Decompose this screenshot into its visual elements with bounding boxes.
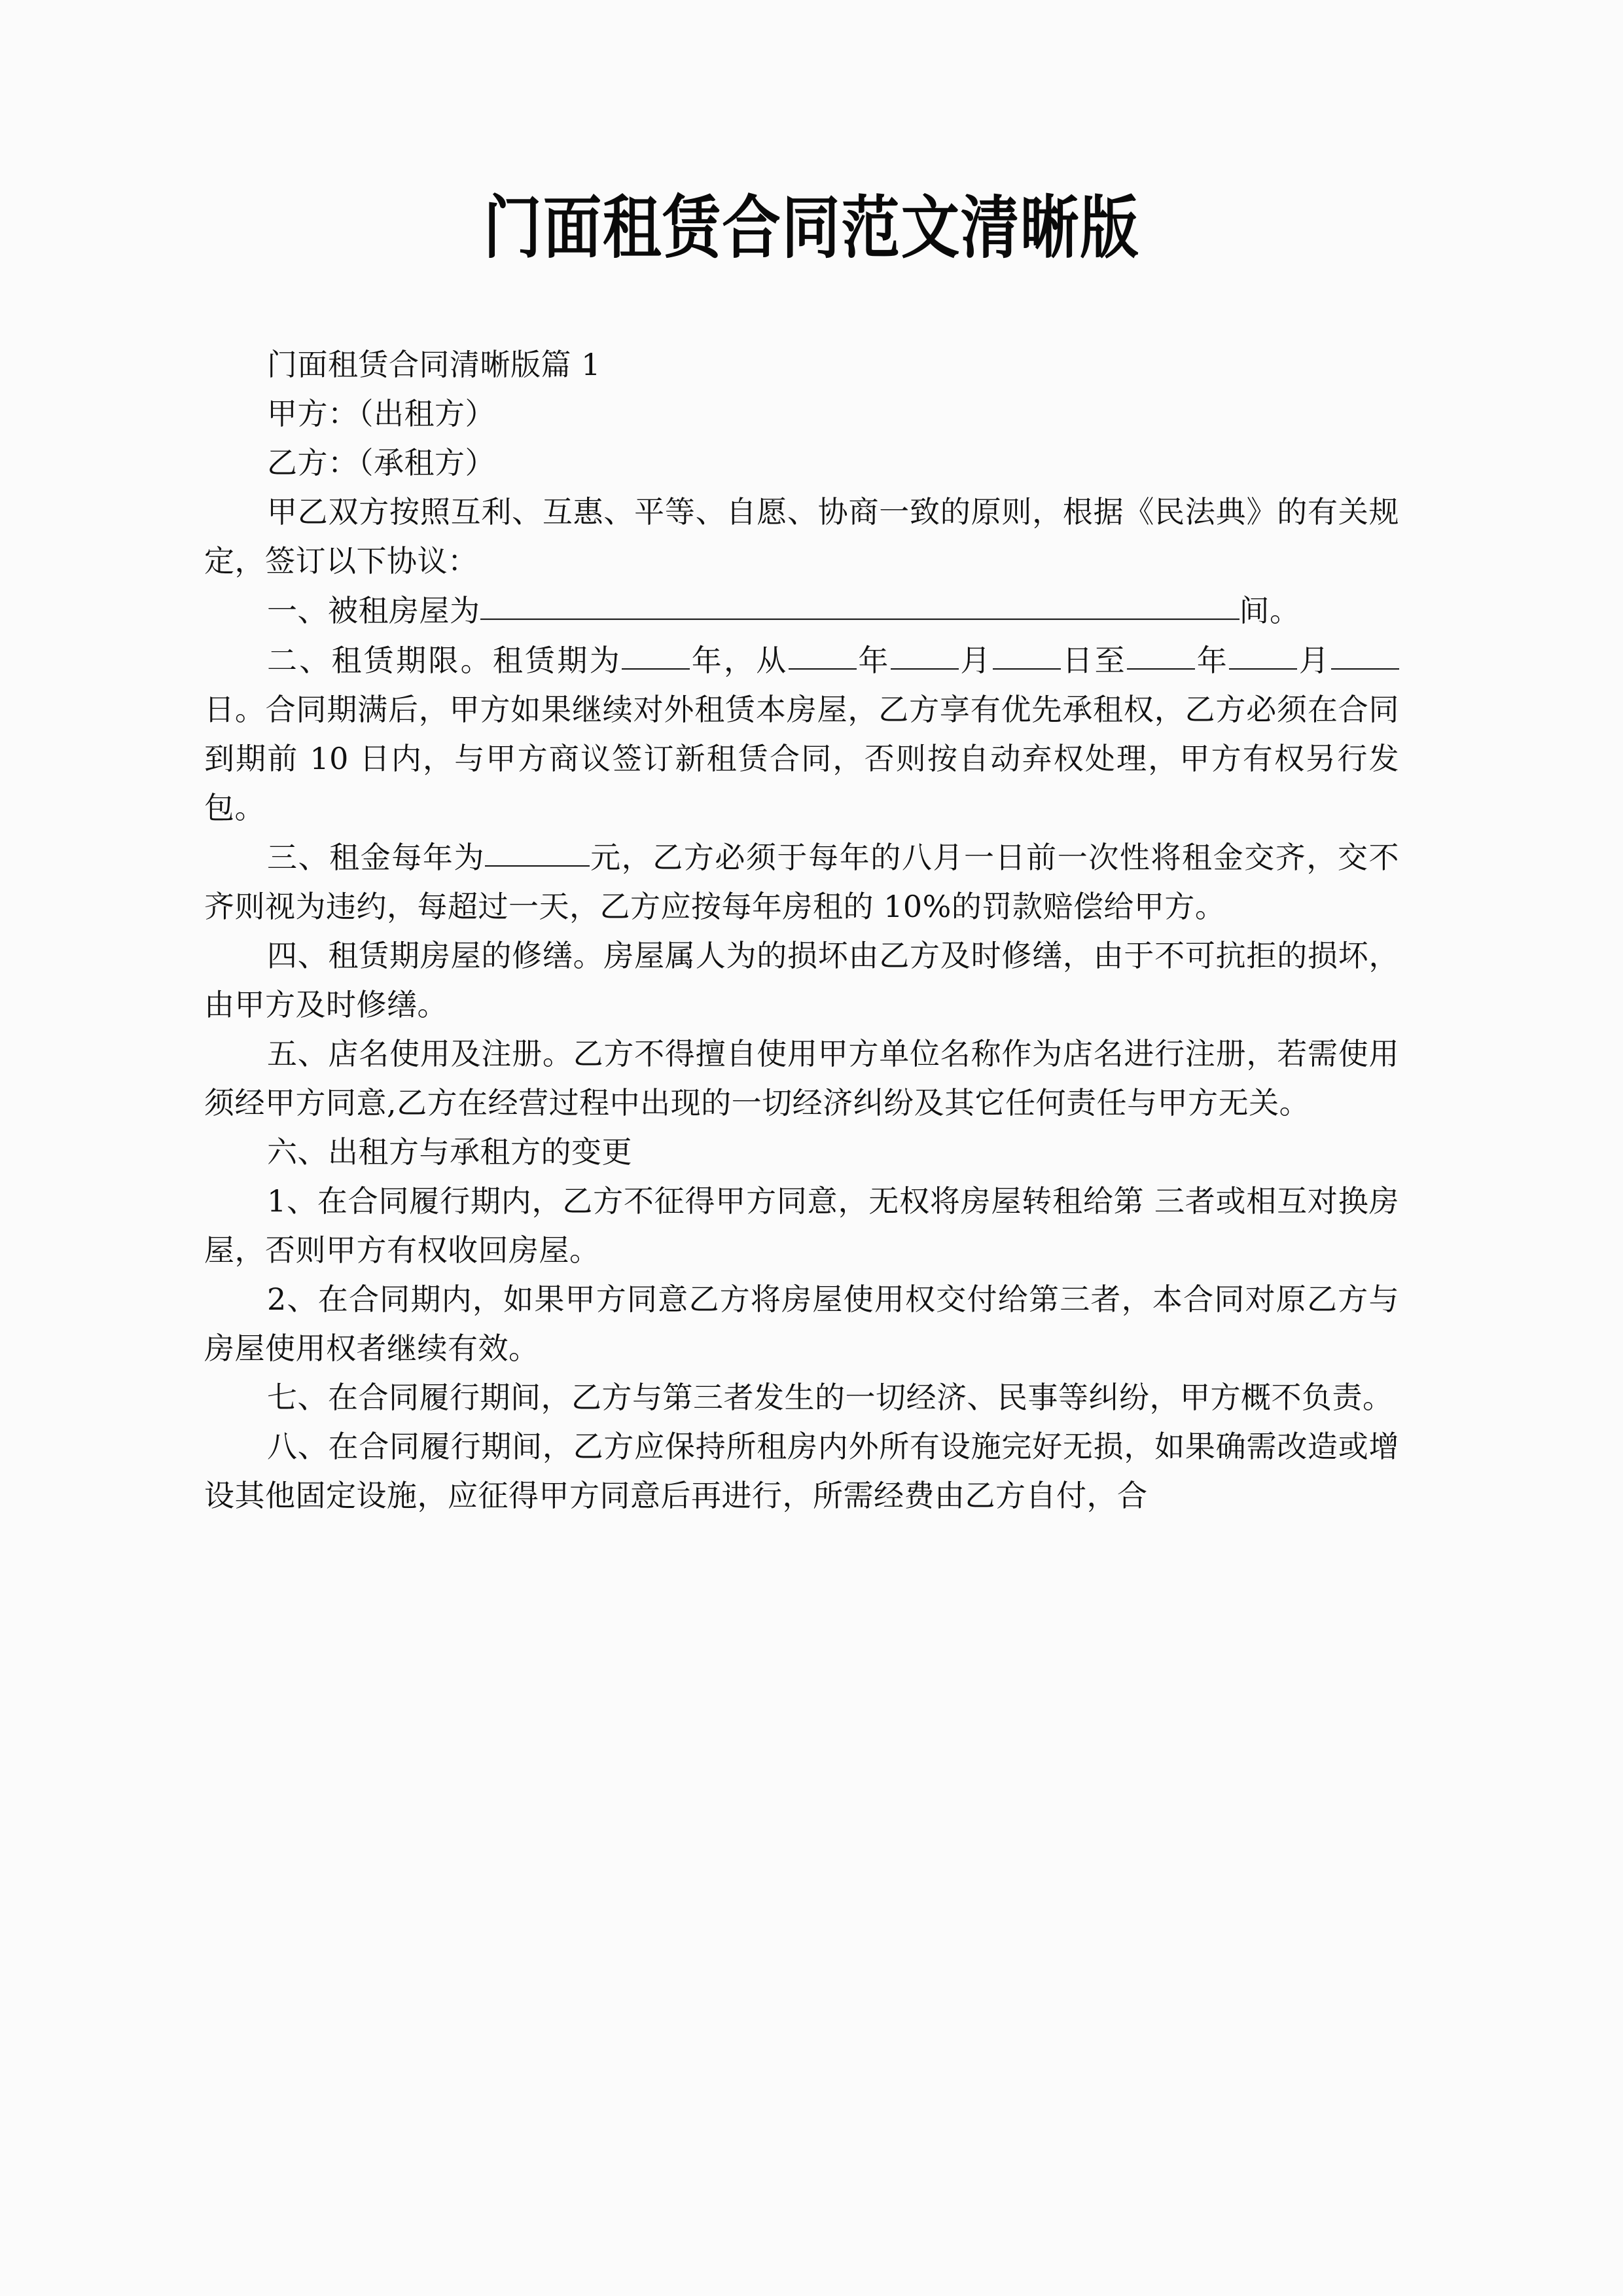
paragraph-clause-2 xyxy=(204,636,1399,833)
paragraph-clause-5: 五、店名使用及注册。乙方不得擅自使用甲方单位名称作为店名进行注册，若需使用须经甲方同意,乙方在经营过程中出现的一切经济纠纷及其它任何责任与甲方无关。 xyxy=(204,1036,1399,1121)
clause-2-blank-start-year[interactable] xyxy=(789,636,857,670)
paragraph-heading-sub: 门面租赁合同清晰版篇 1 xyxy=(267,347,601,382)
clause-2-blank-term-years[interactable] xyxy=(622,636,690,670)
clause-2-blank-end-day[interactable] xyxy=(1331,636,1399,670)
clause-3-text-after: 元，乙方必须于每年的八月一日前一次性将租金交齐，交不齐则视为违约，每超过一天，乙方应按每年房租的 10%的罚款赔偿给甲方。 xyxy=(204,840,1400,924)
paragraph-preamble: 甲乙双方按照互利、互惠、平等、自愿、协商一致的原则，根据《民法典》的有关规定，签订以下协议： xyxy=(204,494,1399,579)
clause-2-text-f: 年 xyxy=(1194,643,1229,678)
clause-2-text-e: 日至 xyxy=(1060,643,1127,678)
clause-2-blank-end-month[interactable] xyxy=(1229,636,1297,670)
paragraph-clause-3 xyxy=(204,833,1399,931)
page-title: 门面租赁合同范文清晰版 xyxy=(483,188,1140,268)
paragraph-clause-1 xyxy=(204,586,1399,636)
paragraph-clause-6-item-2: 2、在合同期内，如果甲方同意乙方将房屋使用权交付给第三者，本合同对原乙方与房屋使用权者继续有效。 xyxy=(204,1282,1399,1366)
paragraph-clause-4: 四、租赁期房屋的修缮。房屋属人为的损坏由乙方及时修缮，由于不可抗拒的损坏，由甲方及时修缮。 xyxy=(204,938,1399,1022)
paragraph-clause-6-item-1: 1、在合同履行期内，乙方不征得甲方同意，无权将房屋转租给第 三者或相互对换房屋，否则甲方有权收回房屋。 xyxy=(204,1183,1399,1268)
clause-2-blank-start-day[interactable] xyxy=(993,636,1061,670)
clause-2-text-b: 年，从 xyxy=(689,643,789,678)
document-body xyxy=(204,340,1399,1520)
clause-2-text-g: 月 xyxy=(1297,643,1332,678)
clause-3-blank-annual-rent[interactable] xyxy=(485,833,590,867)
clause-3-text-before: 三、租金每年为 xyxy=(267,840,486,875)
paragraph-clause-8: 八、在合同履行期间，乙方应保持所租房内外所有设施完好无损，如果确需改造或增设其他固定设施，应征得甲方同意后再进行，所需经费由乙方自付，合 xyxy=(204,1429,1399,1513)
paragraph-party-b: 乙方：（承租方） xyxy=(267,445,495,480)
clause-1-blank-property[interactable] xyxy=(480,586,1240,620)
clause-1-text-before: 一、被租房屋为 xyxy=(267,593,480,628)
clause-2-text-d: 月 xyxy=(958,643,993,678)
paragraph-clause-6: 六、出租方与承租方的变更 xyxy=(267,1134,632,1170)
clause-2-blank-end-year[interactable] xyxy=(1127,636,1195,670)
clause-1-text-after: 间。 xyxy=(1239,593,1300,628)
clause-2-text-c: 年 xyxy=(856,643,891,678)
clause-2-blank-start-month[interactable] xyxy=(891,636,959,670)
clause-2-text-a: 二、租赁期限。租赁期为 xyxy=(267,643,622,678)
clause-2-text-h: 日。合同期满后，甲方如果继续对外租赁本房屋，乙方享有优先承租权，乙方必须在合同到期前 10 日内，与甲方商议签订新租赁合同，否则按自动弃权处理，甲方有权另行发包。 xyxy=(204,692,1399,825)
paragraph-clause-7: 七、在合同履行期间，乙方与第三者发生的一切经济、民事等纠纷，甲方概不负责。 xyxy=(267,1380,1393,1415)
paragraph-party-a: 甲方：（出租方） xyxy=(267,396,495,431)
